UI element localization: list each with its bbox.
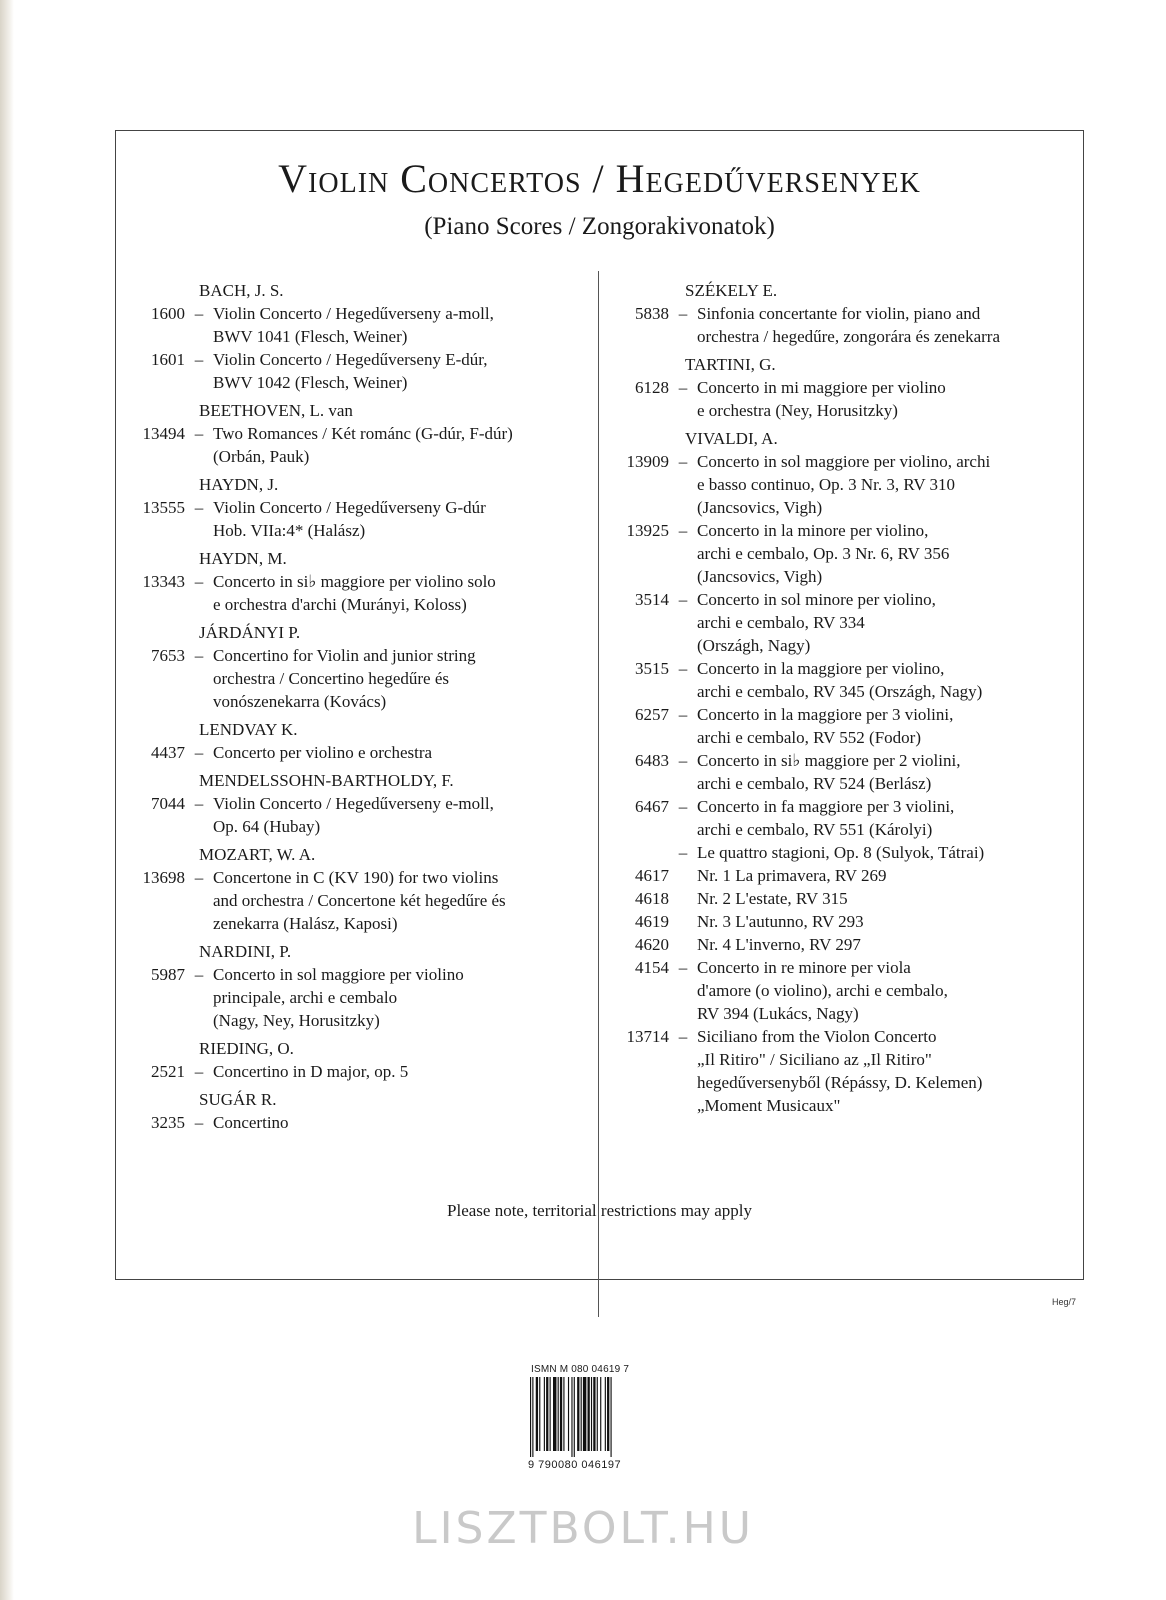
- entry-dash: –: [678, 843, 688, 862]
- catalog-number: 1600: [151, 304, 185, 323]
- catalog-entry: [601, 795, 1085, 841]
- catalog-entry: [116, 570, 586, 616]
- barcode-stripe: [577, 1377, 579, 1451]
- catalog-number: 13909: [626, 452, 669, 471]
- composer-name: MENDELSSOHN-BARTHOLDY, F.: [199, 771, 454, 790]
- composer-name: SZÉKELY E.: [685, 281, 778, 300]
- catalog-entry: [601, 376, 1085, 422]
- catalog-entry: [601, 887, 1085, 910]
- entry-dash: –: [194, 794, 204, 813]
- catalog-number: 6128: [635, 378, 669, 397]
- entry-dash: –: [678, 705, 688, 724]
- barcode-stripe: [546, 1377, 548, 1451]
- entry-dash: –: [194, 572, 204, 591]
- composer-name: MOZART, W. A.: [199, 845, 316, 864]
- composer-name: SUGÁR R.: [199, 1090, 277, 1109]
- barcode-stripe: [611, 1377, 612, 1457]
- catalog-number: 7044: [151, 794, 185, 813]
- barcode-stripe: [571, 1377, 572, 1457]
- catalog-frame: [115, 130, 1084, 1280]
- work-title: Sinfonia concertante for violin, piano and orchestra / hegedűre, zongorára és zenekarra: [697, 304, 1000, 346]
- catalog-entry: [601, 910, 1085, 933]
- entry-dash: –: [678, 797, 688, 816]
- composer-name: JÁRDÁNYI P.: [199, 623, 301, 642]
- barcode-stripe: [574, 1377, 575, 1457]
- catalog-code: Heg/7: [1052, 1297, 1077, 1307]
- entry-dash: –: [678, 751, 688, 770]
- entry-dash: –: [194, 350, 204, 369]
- catalog-entry: [601, 519, 1085, 588]
- catalog-entry: [601, 588, 1085, 657]
- barcode-stripe: [550, 1377, 551, 1451]
- barcode-stripe: [607, 1377, 609, 1451]
- barcode-stripe: [544, 1377, 545, 1451]
- composer-name: BACH, J. S.: [199, 281, 284, 300]
- entry-dash: –: [194, 965, 204, 984]
- barcode-stripe: [568, 1377, 569, 1451]
- page-edge: [0, 0, 14, 1600]
- barcode-stripe: [591, 1377, 592, 1451]
- barcode-stripe: [605, 1377, 606, 1451]
- catalog-entry: [601, 749, 1085, 795]
- composer-name: HAYDN, J.: [199, 475, 279, 494]
- catalog-entry: [601, 864, 1085, 887]
- work-title: Concerto in sol maggiore per violino, archi e basso continuo, Op. 3 Nr. 3, RV 310 (Jancsovics, Vigh): [697, 452, 991, 517]
- catalog-entry: [601, 933, 1085, 956]
- column-divider: [598, 271, 599, 1317]
- catalog-entry: [601, 1025, 1085, 1117]
- work-title: Le quattro stagioni, Op. 8 (Sulyok, Tátrai): [697, 843, 985, 862]
- work-title: Nr. 4 L'inverno, RV 297: [697, 935, 861, 954]
- work-title: Concertino in D major, op. 5: [213, 1062, 409, 1081]
- barcode-stripe: [597, 1377, 598, 1451]
- work-title: Nr. 3 L'autunno, RV 293: [697, 912, 864, 931]
- catalog-number: 3515: [635, 659, 669, 678]
- barcode-bars: [527, 1377, 651, 1459]
- barcode-stripe: [536, 1377, 538, 1451]
- territorial-note: Please note, territorial restrictions may apply: [447, 1201, 752, 1220]
- watermark: LISZTBOLT.HU: [412, 1503, 754, 1554]
- entry-dash: –: [194, 498, 204, 517]
- catalog-number: 5987: [151, 965, 185, 984]
- entry-dash: –: [678, 1027, 688, 1046]
- catalog-entry: [601, 703, 1085, 749]
- work-title: Concertino for Violin and junior string orchestra / Concertino hegedűre és vonószenekarra (Kovács): [213, 646, 476, 711]
- barcode-stripe: [593, 1377, 595, 1451]
- work-title: Concerto in la maggiore per violino, archi e cembalo, RV 345 (Országh, Nagy): [697, 659, 983, 701]
- catalog-number: 13555: [142, 498, 185, 517]
- catalog-entry: [116, 866, 586, 935]
- catalog-entry: [601, 302, 1085, 348]
- work-title: Concerto in la minore per violino, archi e cembalo, Op. 3 Nr. 6, RV 356 (Jancsovics, Vigh): [697, 521, 950, 586]
- catalog-number: 4154: [635, 958, 669, 977]
- catalog-entry: [116, 496, 586, 542]
- page-subtitle: (Piano Scores / Zongorakivonatok): [424, 213, 775, 240]
- work-title: Violin Concerto / Hegedűverseny E-dúr, BWV 1042 (Flesch, Weiner): [213, 350, 488, 392]
- entry-dash: –: [678, 304, 688, 323]
- catalog-entry: [601, 657, 1085, 703]
- catalog-number: 4619: [635, 912, 669, 931]
- catalog-number: 4618: [635, 889, 669, 908]
- catalog-number: 13714: [626, 1027, 669, 1046]
- entry-dash: –: [678, 521, 688, 540]
- work-title: Concerto in sol minore per violino, archi e cembalo, RV 334 (Országh, Nagy): [697, 590, 936, 655]
- right-column: [601, 279, 1085, 1117]
- catalog-entry: [116, 963, 586, 1032]
- entry-dash: –: [194, 424, 204, 443]
- catalog-entry: [116, 422, 586, 468]
- entry-dash: –: [194, 646, 204, 665]
- catalog-number: 4437: [151, 743, 185, 762]
- work-title: Concerto in fa maggiore per 3 violini, archi e cembalo, RV 551 (Károlyi): [697, 797, 955, 839]
- catalog-number: 6483: [635, 751, 669, 770]
- barcode-stripe: [530, 1377, 531, 1457]
- barcode-stripe: [588, 1377, 590, 1451]
- catalog-number: 7653: [151, 646, 185, 665]
- catalog-number: 6257: [635, 705, 669, 724]
- work-title: Concertino: [213, 1113, 289, 1132]
- catalog-entry: [116, 644, 586, 713]
- entry-dash: –: [678, 659, 688, 678]
- catalog-number: 1601: [151, 350, 185, 369]
- catalog-number: 13343: [142, 572, 185, 591]
- work-title: Concerto in si♭ maggiore per violino solo e orchestra d'archi (Murányi, Koloss): [213, 572, 496, 614]
- work-title: Concertone in C (KV 190) for two violins and orchestra / Concertone két hegedűre és zenekarra (Halász, Kaposi): [213, 868, 506, 933]
- barcode-stripe: [532, 1377, 533, 1457]
- composer-name: TARTINI, G.: [685, 355, 776, 374]
- work-title: Concerto in si♭ maggiore per 2 violini, archi e cembalo, RV 524 (Berlász): [697, 751, 961, 793]
- catalog-number: 6467: [635, 797, 669, 816]
- catalog-entry: [116, 1111, 586, 1134]
- entry-dash: –: [194, 304, 204, 323]
- left-column: [116, 279, 586, 1134]
- entry-dash: –: [678, 958, 688, 977]
- work-title: Concerto in sol maggiore per violino principale, archi e cembalo (Nagy, Ney, Horusitzky): [213, 965, 464, 1030]
- catalog-number: 2521: [151, 1062, 185, 1081]
- catalog-number: 3235: [151, 1113, 185, 1132]
- entry-dash: –: [194, 1113, 204, 1132]
- catalog-number: [601, 841, 669, 864]
- work-title: Nr. 1 La primavera, RV 269: [697, 866, 887, 885]
- work-title: Violin Concerto / Hegedűverseny G-dúr Hob. VIIa:4* (Halász): [213, 498, 486, 540]
- catalog-entry: [116, 1060, 586, 1083]
- composer-name: LENDVAY K.: [199, 720, 298, 739]
- entry-dash: –: [194, 743, 204, 762]
- work-title: Violin Concerto / Hegedűverseny e-moll, Op. 64 (Hubay): [213, 794, 494, 836]
- catalog-number: 3514: [635, 590, 669, 609]
- work-title: Nr. 2 L'estate, RV 315: [697, 889, 848, 908]
- work-title: Concerto in la maggiore per 3 violini, archi e cembalo, RV 552 (Fodor): [697, 705, 954, 747]
- composer-name: VIVALDI, A.: [685, 429, 778, 448]
- composer-name: RIEDING, O.: [199, 1039, 294, 1058]
- composer-name: BEETHOVEN, L. van: [199, 401, 353, 420]
- entry-dash: –: [678, 378, 688, 397]
- barcode-stripe: [583, 1377, 586, 1451]
- work-title: Violin Concerto / Hegedűverseny a-moll, BWV 1041 (Flesch, Weiner): [213, 304, 494, 346]
- catalog-entry: [601, 956, 1085, 1025]
- entry-dash: –: [194, 868, 204, 887]
- page-title: Violin Concertos / Hegedűversenyek: [278, 156, 921, 201]
- catalog-entry: [601, 450, 1085, 519]
- barcode-stripe: [563, 1377, 564, 1451]
- catalog-number: 4620: [635, 935, 669, 954]
- catalog-entry: [116, 302, 586, 348]
- barcode-stripe: [539, 1377, 540, 1451]
- catalog-number: 13698: [142, 868, 185, 887]
- barcode-stripe: [581, 1377, 582, 1451]
- barcode-stripe: [560, 1377, 562, 1451]
- work-title: Concerto in re minore per viola d'amore (o violino), archi e cembalo, RV 394 (Lukács, Nagy): [697, 958, 948, 1023]
- work-title: Concerto per violino e orchestra: [213, 743, 433, 762]
- barcode-stripe: [558, 1377, 559, 1451]
- ismn-label: ISMN M 080 04619 7: [531, 1364, 630, 1375]
- work-title: Two Romances / Két románc (G-dúr, F-dúr) (Orbán, Pauk): [213, 424, 513, 466]
- catalog-number: 13494: [142, 424, 185, 443]
- catalog-entry: [116, 741, 586, 764]
- composer-name: HAYDN, M.: [199, 549, 287, 568]
- entry-dash: –: [194, 1062, 204, 1081]
- catalog-number: 5838: [635, 304, 669, 323]
- barcode-stripe: [600, 1377, 601, 1451]
- entry-dash: –: [678, 590, 688, 609]
- catalog-entry: [116, 792, 586, 838]
- catalog-number: 4617: [635, 866, 669, 885]
- barcode-number: 9 790080 046197: [528, 1459, 622, 1471]
- work-title: Concerto in mi maggiore per violino e orchestra (Ney, Horusitzky): [697, 378, 946, 420]
- catalog-entry: [116, 348, 586, 394]
- catalog-entry: [601, 841, 1085, 864]
- composer-name: NARDINI, P.: [199, 942, 292, 961]
- work-title: Siciliano from the Violon Concerto „Il Ritiro" / Siciliano az „Il Ritiro" hegedűversenyből (Répássy, D. Kelemen) „Moment Musicaux": [697, 1027, 983, 1115]
- barcode-stripe: [553, 1377, 556, 1451]
- entry-dash: –: [678, 452, 688, 471]
- barcode: [527, 1364, 655, 1482]
- catalog-number: 13925: [626, 521, 669, 540]
